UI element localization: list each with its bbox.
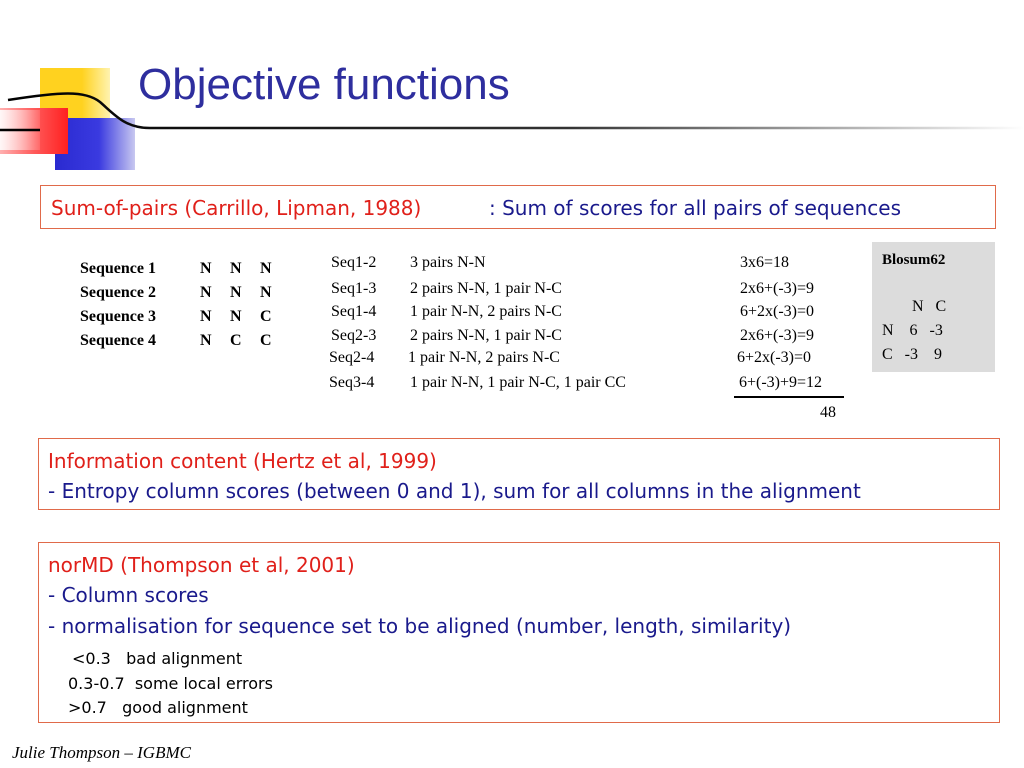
pair-name: Seq1-2: [331, 254, 377, 271]
residue: C: [260, 332, 272, 349]
information-content-heading: Information content (Hertz et al, 1999): [48, 449, 437, 473]
normd-normalisation: - normalisation for sequence set to be aligned (number, length, similarity): [48, 614, 792, 638]
pair-calculation: 6+2x(-3)=0: [740, 303, 815, 320]
sequence-label: Sequence 2: [80, 284, 156, 301]
threshold-good: >0.7 good alignment: [68, 698, 248, 717]
pair-calculation: 6+2x(-3)=0: [737, 349, 812, 366]
pair-description: 2 pairs N-N, 1 pair N-C: [410, 327, 562, 344]
pair-name: Seq3-4: [329, 374, 375, 391]
pair-calculation: 2x6+(-3)=9: [740, 327, 815, 344]
pair-description: 2 pairs N-N, 1 pair N-C: [410, 280, 562, 297]
residue: N: [260, 284, 272, 301]
pair-name: Seq1-4: [331, 303, 377, 320]
sequence-label: Sequence 1: [80, 260, 156, 277]
residue: N: [200, 284, 212, 301]
threshold-local-errors: 0.3-0.7 some local errors: [68, 674, 273, 693]
residue: N: [230, 260, 242, 277]
pair-name: Seq2-3: [331, 327, 377, 344]
footer-author: Julie Thompson – IGBMC: [12, 743, 191, 762]
sum-of-pairs-description: : Sum of scores for all pairs of sequences: [489, 196, 901, 220]
residue: N: [230, 284, 242, 301]
blosum-row-n: N 6 -3: [882, 322, 943, 339]
residue: C: [230, 332, 242, 349]
information-content-box: [38, 438, 1000, 510]
pair-calculation: 6+(-3)+9=12: [739, 374, 823, 391]
blosum-row-c: C -3 9: [882, 346, 942, 363]
sequence-label: Sequence 3: [80, 308, 156, 325]
pair-name: Seq1-3: [331, 280, 377, 297]
normd-heading: norMD (Thompson et al, 2001): [48, 553, 355, 577]
slide-title: Objective functions: [138, 60, 510, 109]
sum-total: 48: [820, 404, 836, 421]
pair-description: 1 pair N-N, 2 pairs N-C: [408, 349, 560, 366]
pair-calculation: 3x6=18: [740, 254, 790, 271]
residue: N: [260, 260, 272, 277]
pair-description: 1 pair N-N, 2 pairs N-C: [410, 303, 562, 320]
residue: N: [200, 260, 212, 277]
pair-calculation: 2x6+(-3)=9: [740, 280, 815, 297]
threshold-bad: <0.3 bad alignment: [72, 649, 243, 668]
blosum62-panel: [872, 242, 995, 372]
normd-column-scores: - Column scores: [48, 583, 209, 607]
residue: N: [230, 308, 242, 325]
normd-box: [38, 542, 1000, 723]
sum-of-pairs-box: [40, 185, 996, 229]
pair-description: 3 pairs N-N: [410, 254, 486, 271]
residue: N: [200, 332, 212, 349]
pair-name: Seq2-4: [329, 349, 375, 366]
sum-of-pairs-heading: Sum-of-pairs (Carrillo, Lipman, 1988): [51, 196, 422, 220]
sequence-label: Sequence 4: [80, 332, 156, 349]
pair-description: 1 pair N-N, 1 pair N-C, 1 pair CC: [410, 374, 626, 391]
blosum-header: N C: [912, 298, 947, 315]
sum-rule-line: [734, 396, 844, 398]
residue: N: [200, 308, 212, 325]
residue: C: [260, 308, 272, 325]
information-content-description: - Entropy column scores (between 0 and 1), sum for all columns in the alignment: [48, 479, 861, 503]
blosum-title: Blosum62: [882, 252, 946, 268]
